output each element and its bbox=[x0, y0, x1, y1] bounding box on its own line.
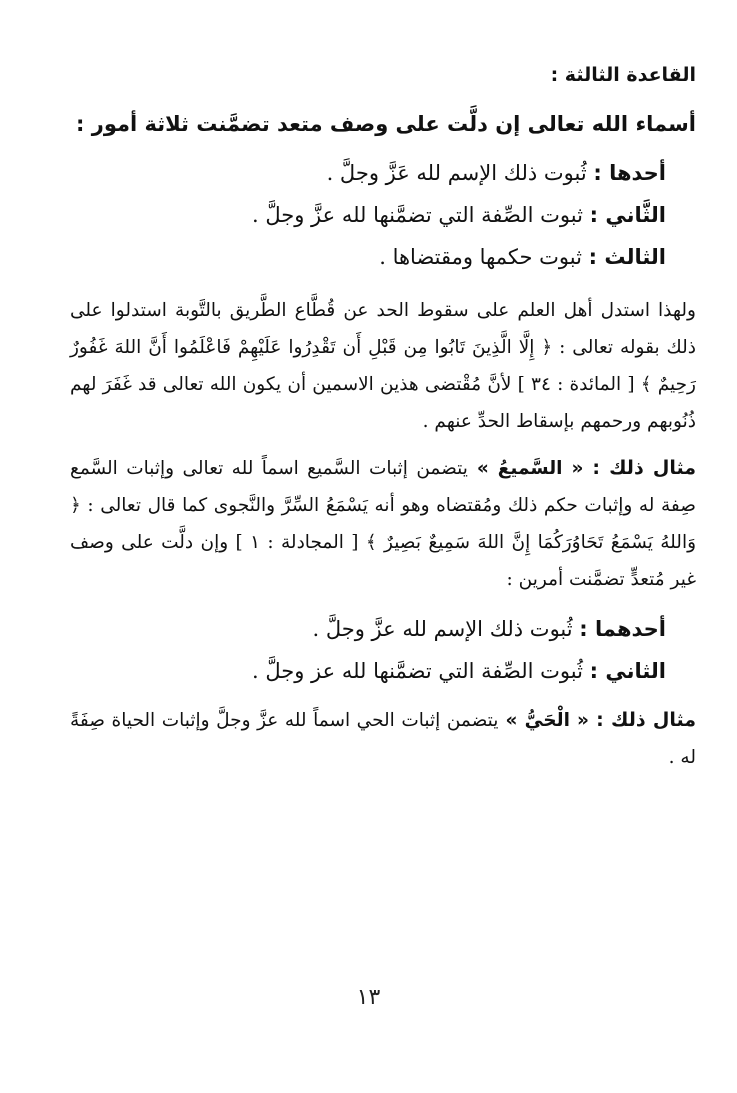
three-matters-list bbox=[70, 152, 696, 278]
matter-third-key: الثالث : bbox=[588, 245, 666, 269]
example-hayy-paragraph bbox=[70, 702, 696, 776]
example-sami-text-a: يتضمن إثبات السَّميع اسماً لله تعالى وإثبات السَّمع صِفة له وإثبات حكم ذلك ومُقتضاه وهو أنه يَسْمَعُ السِّرَّ والنَّجوى كما قال تعالى : bbox=[70, 458, 696, 516]
matter-third bbox=[70, 236, 696, 278]
example-sami-text-b: وإن دلَّت على وصف غير مُتعدٍّ تضمَّنت أمرين : bbox=[70, 532, 696, 590]
matter-first-text: ثُبوت ذلك الإسم لله عَزَّ وجلَّ . bbox=[326, 161, 594, 185]
example-hayy-text: يتضمن إثبات الحي اسماً لله عزَّ وجلَّ وإثبات الحياة صِفَةً له . bbox=[70, 710, 696, 768]
evidence-ref: [ المائدة : ٣٤ ] bbox=[511, 374, 641, 395]
two-matter-second bbox=[70, 650, 696, 692]
evidence-intro: ولهذا استدل أهل العلم على سقوط الحد عن قُطَّاع الطَّريق بالتَّوبة استدلوا على ذلك بقوله تعالى : bbox=[70, 300, 696, 358]
evidence-rest: لأنَّ مُقْتضى هذين الاسمين أن يكون الله تعالى قد غَفَرَ لهم ذُنُوبهم ورحمهم بإسقاط الحدِّ عنهم . bbox=[70, 374, 696, 432]
two-matter-first-key: أحدهما : bbox=[579, 617, 666, 641]
two-matter-second-text: ثُبوت الصِّفة التي تضمَّنها لله عز وجلَّ . bbox=[251, 659, 590, 683]
rule-statement: أسماء الله تعالى إن دلَّت على وصف متعد تضمَّنت ثلاثة أمور : bbox=[76, 112, 696, 136]
page-number: ١٣ bbox=[356, 985, 381, 1010]
evidence-paragraph bbox=[70, 292, 696, 440]
two-matter-first bbox=[70, 608, 696, 650]
example-hayy-key: مثال ذلك : bbox=[596, 709, 697, 731]
two-matters-list bbox=[70, 608, 696, 692]
two-matter-first-text: ثُبوت ذلك الإسم لله عزَّ وجلَّ . bbox=[312, 617, 580, 641]
matter-second-key: الثَّاني : bbox=[589, 203, 666, 227]
evidence-verse: ﴿ إِلَّا الَّذِينَ تَابُوا مِن قَبْلِ أَن تَقْدِرُوا عَلَيْهِمْ فَاعْلَمُوا أَنَّ اللهَ غَفُورٌ رَحِيمٌ ﴾ bbox=[70, 337, 696, 395]
example-sami-key: مثال ذلك : bbox=[592, 457, 696, 479]
example-sami-ref: [ المجادلة : ١ ] bbox=[228, 532, 366, 553]
page-body bbox=[70, 52, 696, 776]
example-sami-verse: ﴿ وَاللهُ يَسْمَعُ تَحَاوُرَكُمَا إِنَّ اللهَ سَمِيعٌ بَصِيرٌ ﴾ bbox=[70, 495, 697, 553]
matter-first-key: أحدها : bbox=[593, 161, 666, 185]
example-sami-name: « السَّميعُ » bbox=[467, 458, 593, 479]
matter-first bbox=[70, 152, 696, 194]
example-hayy-name: « الْحَيُّ » bbox=[498, 710, 597, 731]
section-heading: القاعدة الثالثة : bbox=[550, 64, 696, 86]
example-sami-paragraph bbox=[70, 450, 696, 598]
matter-third-text: ثبوت حكمها ومقتضاها . bbox=[379, 245, 589, 269]
matter-second bbox=[70, 194, 696, 236]
matter-second-text: ثبوت الصِّفة التي تضمَّنها لله عزَّ وجلَّ . bbox=[251, 203, 590, 227]
two-matter-second-key: الثاني : bbox=[589, 659, 666, 683]
